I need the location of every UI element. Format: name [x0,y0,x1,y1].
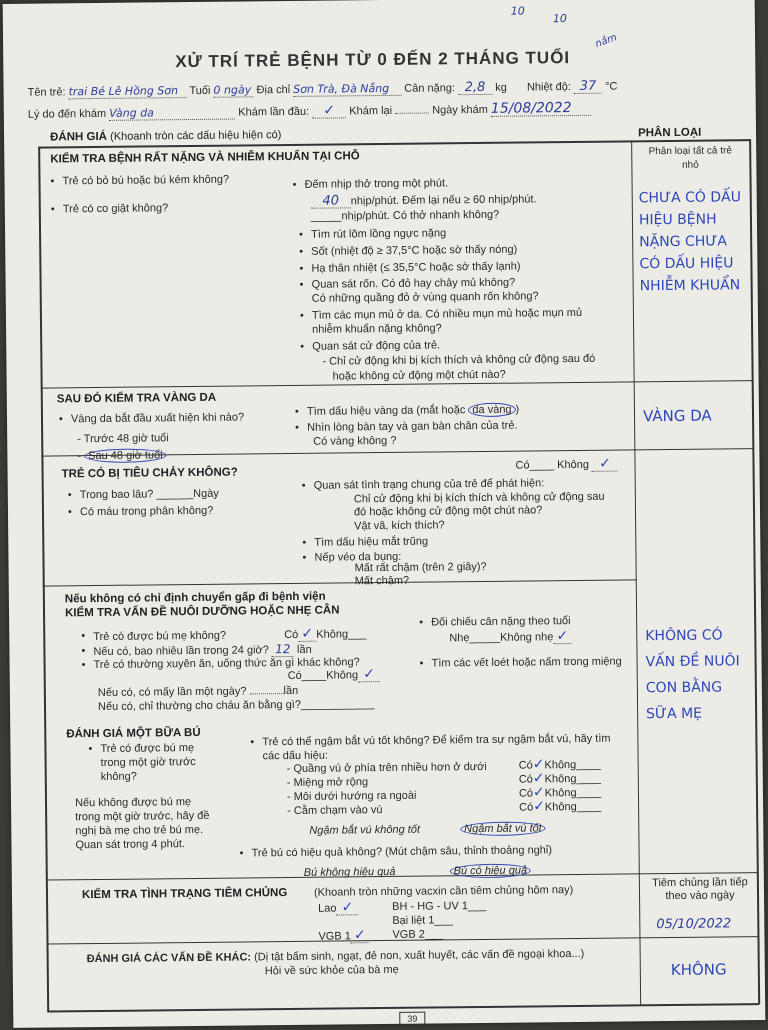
s3-yesno [515,455,618,473]
s7-line [87,948,585,966]
s1-r10: - Chỉ cử động khi bị kích thích và không cử động sau đó [322,352,596,368]
s4-q3: • Trẻ có thường xuyên ăn, uống thức ăn gì khác không? [94,656,360,672]
s3-r7: Mất chậm? [354,574,410,588]
s3-r4: • Tìm dấu hiệu mắt trũng [314,536,428,550]
table-bottom-border [47,1003,759,1012]
s5-r3: - Miệng mở rộng [286,776,369,790]
s5-latch-good: Ngậm bắt vú tốt [460,821,546,836]
divider-3 [43,579,637,586]
s1-r2 [311,192,537,208]
s7-classification: KHÔNG [670,960,727,980]
s1-r10-text: Chỉ cử động khi bị kích thích và không cử động sau đó [329,352,596,368]
patient-info-row-1 [28,80,618,100]
s4-q1-no: Không___ [316,628,367,641]
age-label: Tuổi [189,84,211,98]
s4-pre: Nếu không có chỉ định chuyển gấp đi bệnh viện [64,590,326,606]
temperature-unit: °C [604,80,618,93]
exam-date-value: 15/08/2022 [491,102,591,117]
s3-r2b: đó hoặc không cử động một chút nào? [353,504,543,519]
s2-q1: • Vàng da bắt đầu xuất hiện khi nào? [71,411,244,426]
s6-vgb1 [318,929,369,944]
s5-r2-yesno [519,758,601,773]
s1-r8: • Tìm các mụn mủ ở da. Có nhiều mụn mủ hoặc mụn mủ [312,307,582,323]
s4-q2-unit: lần [296,643,312,656]
s1-r5: • Sốt (nhiệt độ ≥ 37,5°C hoặc sờ thấy nóng) [311,244,517,259]
s5-l2d: Quan sát trong 4 phút. [75,838,185,852]
s5-l1c: không? [100,770,137,783]
s2-opt-before: - Trước 48 giờ tuổi [77,432,169,446]
s5-r4-no: Không____ [544,786,602,800]
s4-q3-yesno [288,668,381,683]
s4-classification: KHÔNG CÓ VẤN ĐỀ NUÔI CON BẰNG SỮA MẸ [645,627,740,723]
s1-q1: • Trẻ có bỏ bú hoặc bú kém không? [62,174,229,189]
address-label: Địa chỉ [256,83,291,97]
reason-value: Vàng da [109,106,235,121]
s5-latch-bad: Ngậm bắt vú không tốt [309,823,421,837]
s4-q1-yes: Có [284,628,299,642]
s5-r2-yes: Có [518,759,533,772]
s5-r5-yesno [519,800,601,815]
temperature-label: Nhiệt độ: [526,81,571,94]
s1-r1: • Đếm nhịp thở trong một phút. [305,177,449,192]
s6-class-value: 05/10/2022 [656,916,732,933]
weight-value: 2,8 [458,81,492,95]
s2-opt-before-text: Trước 48 giờ tuổi [83,432,169,446]
s3-no: Không [557,458,590,472]
revisit-label: Khám lại [349,104,393,118]
classify-header: PHÂN LOẠI [637,126,702,140]
s4-title: KIỂM TRA VẤN ĐỀ NUÔI DƯỠNG HOẶC NHẸ CÂN [64,604,340,620]
s5-r5-no: Không____ [544,800,602,814]
s7-note2: Hỏi về sức khỏe của bà mẹ [264,963,399,978]
s1-classification: CHƯA CÓ DẤU HIỆU BỆNH NẶNG CHƯA CÓ DẤU HIỆU NHIỄM KHUẨN [638,189,742,295]
s4-q4 [98,685,298,700]
page-number: 39 [399,1012,425,1026]
s5-r6 [309,822,546,837]
form-title: XỬ TRÍ TRẺ BỆNH TỪ 0 ĐẾN 2 THÁNG TUỔI [175,48,571,72]
s2-r3: Có vàng không ? [313,434,397,448]
s7-title: ĐÁNH GIÁ CÁC VẤN ĐỀ KHÁC: [86,951,252,966]
s3-q1: • Trong bao lâu? ______Ngày [80,488,219,502]
s3-yes: Có____ [515,459,555,472]
s5-suck-good: Bú có hiệu quả [450,863,532,878]
s2-r1-a: Tìm dấu hiệu vàng da (mắt hoặc [306,404,466,418]
s7-note: (Dị tật bẩm sinh, ngạt, đẻ non, xuất huyết, các vấn đề ngoại khoa...) [254,947,585,964]
s3-title: TRẺ CÓ BỊ TIÊU CHẢY KHÔNG? [61,466,238,481]
s5-l1b: trong một giờ trước [100,755,196,769]
s5-l2c: nghị bà mẹ cho trẻ bú mẹ. [75,823,204,838]
s5-r5-check: ✓ [533,798,545,815]
handwritten-mark-3: nắm [593,32,619,51]
reason-label: Lý do đến khám [27,107,107,121]
s1-r6: • Hạ thân nhiệt (≤ 35,5°C hoặc sờ thấy lạnh) [311,261,520,276]
s3-no-check: ✓ [592,458,618,472]
s3-q2: • Có máu trong phân không? [80,505,213,519]
s5-r1: • Trẻ có thể ngậm bắt vú tốt không? Để kiểm tra sự ngậm bắt vú, hãy tìm [262,733,610,750]
s5-r5: - Cằm chạm vào vú [287,804,383,818]
s4-r1: • Đối chiếu cân nặng theo tuổi [431,615,571,629]
s5-r4-yes: Có [518,787,534,800]
temperature-value: 37 [574,80,602,94]
s1-r8b: nhiễm khuẩn nặng không? [312,322,442,336]
assess-header [50,129,281,144]
s5-r4-check: ✓ [532,784,545,801]
s4-q5: Nếu có, chỉ thường cho cháu ăn bằng gì?____________ [97,698,375,714]
s3-r1: • Quan sát tình trạng chung của trẻ để phát hiện: [314,477,545,492]
handwritten-mark-1: 10 [510,4,525,18]
s5-r3-check: ✓ [532,770,545,787]
s2-title: SAU ĐÓ KIỂM TRA VÀNG DA [56,391,217,406]
s5-title: ĐÁNH GIÁ MỘT BỮA BÚ [66,726,201,741]
s5-r3-text: Miệng mở rộng [293,776,369,789]
s5-r4-yesno [519,786,601,801]
handwritten-mark-2: 10 [552,12,567,26]
s6-bh: BH - HG - UV 1___ [392,899,487,913]
s3-r5: • Nếp véo da bụng: [314,551,401,565]
s4-r2 [449,630,571,645]
s5-r7: • Trẻ bú có hiệu quả không? (Mút chậm sâu, thỉnh thoảng nghỉ) [252,844,553,860]
s5-r3-no: Không____ [544,772,601,786]
s6-lao-check: ✓ [336,901,358,915]
first-visit-check: ✓ [312,104,346,118]
s2-r2: • Nhìn lòng bàn tay và gan bàn chân của trẻ. [307,420,517,435]
s5-r2-check: ✓ [532,756,545,773]
s6-note: (Khoanh tròn những vacxin cần tiêm chủng hôm nay) [313,884,574,899]
table-left-border [38,147,49,1012]
s5-r3-yes: Có [518,773,533,786]
s6-lao-label: Lao [318,902,337,915]
name-label: Tên trẻ: [27,86,66,99]
s4-r2-check: ✓ [553,630,571,644]
revisit-value [395,113,429,114]
s5-r4: - Môi dưới hướng ra ngoài [286,789,417,804]
s3-r2: Chỉ cử động khi bị kích thích và không cử động sau [353,490,605,506]
s4-q3-no: Không [326,669,359,682]
s1-r9: • Quan sát cử động của trẻ. [312,339,440,353]
s1-r7b: Có những quầng đỏ ở vùng quanh rốn không? [311,290,539,305]
s6-vgb1-label: VGB 1 [318,930,351,943]
weight-unit: kg [495,81,507,94]
s4-q2-value: 12 [272,643,294,657]
s4-q1-text: Trẻ có được bú mẹ không? [93,629,227,644]
s5-r4-text: Môi dưới hướng ra ngoài [293,789,417,803]
s2-r1 [307,404,519,419]
address-value: Sơn Trà, Đà Nẵng [293,82,401,97]
s5-r2-text: Quầng vú ở phía trên nhiều hơn ở dưới [293,760,487,775]
s6-bl: Bại liệt 1___ [392,914,453,927]
s1-r4: • Tìm rút lõm lồng ngực nặng [311,227,446,241]
name-value: trai Bé Lê Hồng Sơn [68,84,186,99]
table-right-border [749,139,760,1004]
s1-q2: • Trẻ có co giật không? [63,202,169,216]
s4-r3: • Tìm các vết loét hoặc nấm trong miệng [432,656,622,671]
s1-r2-text: nhịp/phút. Đếm lại nếu ≥ 60 nhịp/phút. [350,193,537,208]
exam-date-label: Ngày khám [432,103,488,117]
s1-breath-value: 40 [311,194,351,208]
form-page [3,0,766,1028]
s5-l2b: trong một giờ trước, hãy đề [75,809,210,824]
s4-q2-text: Nếu có, bao nhiêu lần trong 24 giờ? [93,644,269,659]
s4-q3-no-check: ✓ [358,668,380,682]
s6-lao [318,901,359,915]
s6-vgb2: VGB 2___ [392,928,444,941]
s1-r7: • Quan sát rốn. Có đỏ hay chảy mủ không? [312,277,516,292]
patient-info-row-2 [28,102,591,122]
s4-q3-yes: Có____ [287,669,327,683]
s2-r1-c: ) [515,403,520,416]
s4-q4-unit: lần [283,684,299,698]
s1-r3: _____nhịp/phút. Có thở nhanh không? [310,208,500,223]
s5-r8 [304,864,531,879]
s1-r10b: hoặc không cử động một chút nào? [332,368,506,383]
s6-vgb1-check: ✓ [351,929,369,943]
s5-r2: - Quầng vú ở phía trên nhiều hơn ở dưới [286,760,487,776]
s6-title: KIỂM TRA TÌNH TRẠNG TIÊM CHỦNG [81,887,288,902]
s6-class-title: Tiêm chủng lần tiếp theo vào ngày [652,876,748,903]
s3-r3: Vật vã, kích thích? [354,519,445,533]
s2-opt-after: - Sau 48 giờ tuổi [77,449,166,463]
s2-opt-after-text: Sau 48 giờ tuổi [84,448,167,463]
s5-l2: Nếu không được bú mẹ [74,796,192,810]
s1-class-note: Phân loại tất cả trẻ nhỏ [648,145,732,171]
assess-note: (Khoanh tròn các dấu hiệu hiện có) [110,129,282,143]
s4-q1-yes-check: ✓ [298,628,316,642]
s4-q1 [93,627,366,644]
s2-r1-circled: da vàng [468,403,515,417]
first-visit-label: Khám lần đầu: [238,105,310,119]
s5-r5-yes: Có [519,801,534,814]
s4-q4-text: Nếu có, có mấy lần một ngày? [97,685,247,700]
s2-classification: VÀNG DA [642,406,712,426]
s4-r2-text: Nhẹ_____Không nhẹ [449,631,554,645]
s5-l1: • Trẻ có được bú mẹ [100,742,194,756]
age-value: 0 ngày [213,83,253,97]
s5-r1b: các dấu hiệu: [262,749,329,763]
s3-r6: Mất rất chậm (trên 2 giây)? [354,560,487,575]
weight-label: Cân nặng: [404,82,456,95]
s5-suck-bad: Bú không hiệu quả [303,865,396,879]
s5-r2-no: Không____ [544,758,601,772]
s5-r3-yesno [519,772,601,787]
s5-r5-text: Cằm chạm vào vú [293,804,383,817]
assess-title: ĐÁNH GIÁ [49,130,107,144]
s1-title: KIỂM TRA BỆNH RẤT NẶNG VÀ NHIỄM KHUẨN TẠI CHỖ [50,150,360,166]
